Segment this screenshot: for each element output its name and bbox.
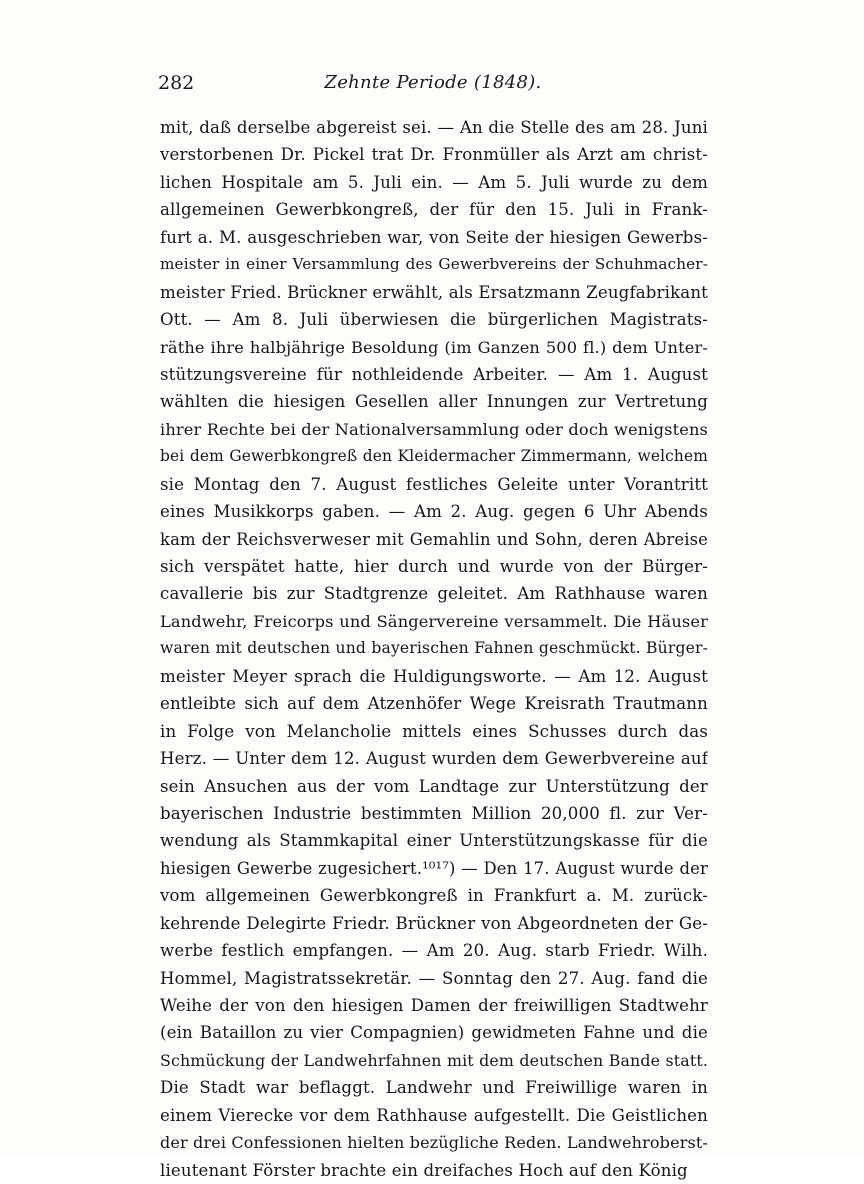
text-line: meister Fried. Brückner erwählt, als Ersatzmann Zeugfabrikant (160, 282, 708, 302)
text-line: Schmückung der Landwehrfahnen mit dem deutschen Bande statt. (160, 1050, 708, 1070)
text-line: der drei Confessionen hielten bezügliche Reden. Landwehroberst- (160, 1133, 708, 1153)
text-line: stützungsvereine für nothleidende Arbeiter. — Am 1. August (160, 364, 708, 384)
running-title: Zehnte Periode (1848). (324, 72, 542, 93)
text-line: sie Montag den 7. August festliches Geleite unter Vorantritt (160, 474, 708, 494)
text-line: bei dem Gewerbkongreß den Kleidermacher Zimmermann, welchem (160, 447, 708, 466)
text-line: lieutenant Förster brachte ein dreifaches Hoch auf den König (160, 1160, 688, 1180)
text-line: Ott. — Am 8. Juli überwiesen die bürgerlichen Magistrats- (160, 310, 708, 330)
text-line: entleibte sich auf dem Atzenhöfer Wege Kreisrath Trautmann (160, 694, 708, 714)
text-line: furt a. M. ausgeschrieben war, von Seite der hiesigen Gewerbs- (160, 227, 708, 247)
text-line: mit, daß derselbe abgereist sei. — An die Stelle des am 28. Juni (160, 118, 708, 137)
text-line: Hommel, Magistratssekretär. — Sonntag den 27. Aug. fand die (160, 968, 708, 988)
text-line: Herz. — Unter dem 12. August wurden dem Gewerbvereine auf (160, 749, 708, 769)
page-header (158, 72, 706, 102)
text-line: eines Musikkorps gaben. — Am 2. Aug. gegen 6 Uhr Abends (160, 502, 708, 522)
text-line: wendung als Stammkapital einer Unterstützungskasse für die (160, 831, 708, 851)
text-line: vom allgemeinen Gewerbkongreß in Frankfurt a. M. zurück- (160, 886, 708, 906)
text-line: kam der Reichsverweser mit Gemahlin und Sohn, deren Abreise (160, 529, 708, 549)
text-line: Landwehr, Freicorps und Sängervereine versammelt. Die Häuser (160, 611, 708, 631)
text-line: cavallerie bis zur Stadtgrenze geleitet. Am Rathhause waren (160, 584, 708, 604)
text-line: meister in einer Versammlung des Gewerbvereins der Schuhmacher- (160, 255, 708, 274)
text-line: werbe festlich empfangen. — Am 20. Aug. starb Friedr. Wilh. (160, 941, 708, 961)
text-line: sich verspätet hatte, hier durch und wurde von der Bürger- (160, 557, 708, 576)
text-line: meister Meyer sprach die Huldigungsworte. — Am 12. August (160, 666, 708, 686)
text-line: kehrende Delegirte Friedr. Brückner von Abgeordneten der Ge- (160, 913, 708, 933)
text-line: Weihe der von den hiesigen Damen der freiwilligen Stadtwehr (160, 996, 708, 1015)
text-line: waren mit deutschen und bayerischen Fahnen geschmückt. Bürger- (160, 639, 708, 658)
text-line: ihrer Rechte bei der Nationalversammlung oder doch wenigstens (160, 419, 708, 439)
text-line: in Folge von Melancholie mittels eines Schusses durch das (160, 721, 708, 741)
text-line: wählten die hiesigen Gesellen aller Innungen zur Vertretung (160, 392, 708, 412)
text-line: bayerischen Industrie bestimmten Million 20,000 fl. zur Ver- (160, 803, 708, 823)
text-line: verstorbenen Dr. Pickel trat Dr. Fronmüller als Arzt am christ- (160, 145, 708, 165)
text-line: räthe ihre halbjährige Besoldung (im Ganzen 500 fl.) dem Unter- (160, 337, 708, 357)
text-line: allgemeinen Gewerbkongreß, der für den 15. Juli in Frank- (160, 200, 708, 220)
text-line: sein Ansuchen aus der vom Landtage zur Unterstützung der (160, 776, 708, 796)
body-text (160, 114, 708, 1184)
text-line: Die Stadt war beflaggt. Landwehr und Freiwillige waren in (160, 1078, 708, 1098)
text-line: (ein Bataillon zu vier Compagnien) gewidmeten Fahne und die (160, 1023, 708, 1043)
text-line: lichen Hospitale am 5. Juli ein. — Am 5. Juli wurde zu dem (160, 172, 708, 192)
text-line: hiesigen Gewerbe zugesichert.¹⁰¹⁷) — Den 17. August wurde der (160, 858, 708, 878)
text-line: einem Vierecke vor dem Rathhause aufgestellt. Die Geistlichen (160, 1105, 708, 1125)
page-number: 282 (158, 72, 195, 94)
